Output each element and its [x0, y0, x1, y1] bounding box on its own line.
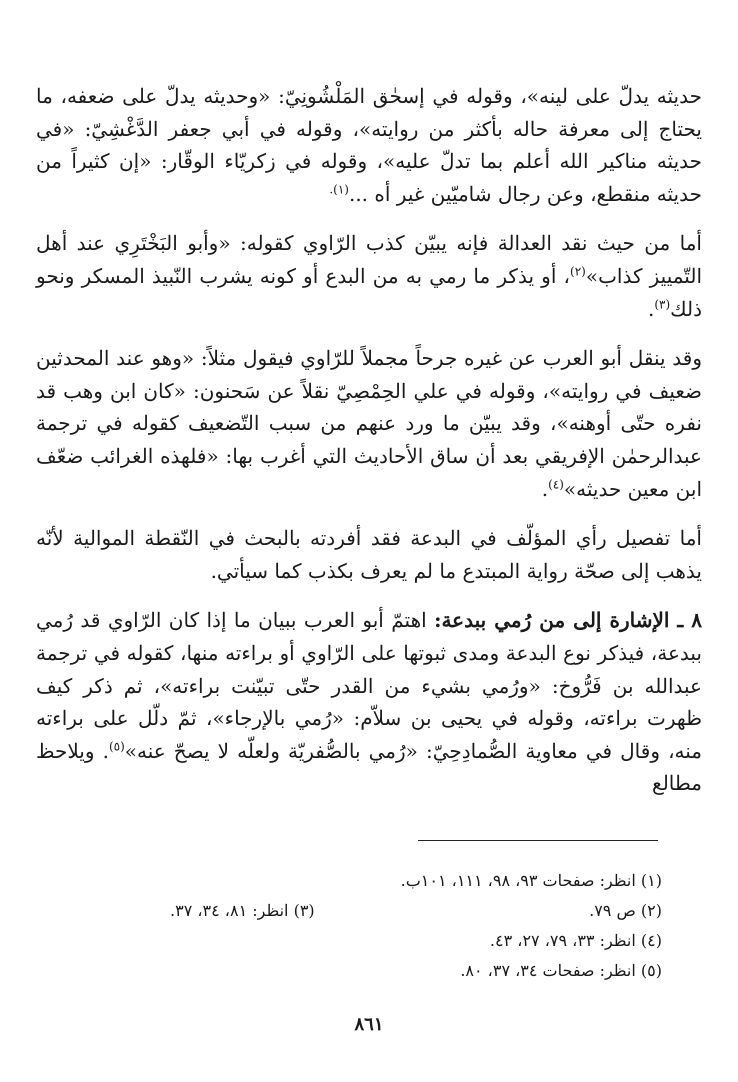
paragraph-2-text: أما من حيث نقد العدالة فإنه يبيّن كذب الرّاوي كقوله: «وأبو البَخْتَرِي عند أهل التّمييز كذاب» — [36, 231, 702, 288]
footnote-ref-2: (٢) — [570, 264, 586, 279]
footnote-ref-5: (٥) — [108, 739, 125, 754]
footnote-4: (٤) انظر: ٣٣، ٧٩، ٢٧، ٤٣. — [489, 931, 662, 950]
paragraph-3-tail: . — [541, 476, 549, 501]
page-number: ٨٦١ — [354, 1014, 384, 1035]
paragraph-3 — [36, 342, 702, 505]
paragraph-2 — [36, 227, 702, 325]
footnote-separator — [418, 840, 658, 841]
paragraph-3-text: وقد ينقل أبو العرب عن غيره جرحاً مجملاً للرّاوي فيقول مثلاً: «وهو عند المحدثين ضعيف في روايته»، وقوله في علي الحِمْصِيّ نقلاً عن سَحنون: «كان ابن وهب قد نفره حتّى أوهنه»، وقد يبيّن ما ورد عنهم من سبب التّضعيف كقوله في ترجمة عبدالرحمٰن الإفريقي بعد أن ساق الأحاديث التي أغرب بها: «فلهذه الغرائب ضعّف ابن معين حديثه» — [36, 346, 702, 501]
section-heading-8: ٨ ـ الإشارة إلى من رُمي ببدعة: — [434, 608, 702, 633]
paragraph-1-text: حديثه يدلّ على لينه»، وقوله في إسحٰق المَلْشُونِيّ: «وحديثه يدلّ على ضعفه، ما يحتاج إلى معرفة حاله بأكثر من روايته»، وقوله في أبي جعفر الدَّغْشِيّ: «في حديثه مناكير الله أعلم بما تدلّ عليه»، وقوله في زكريّاء الوقّار: «إن كثيراً من حديثه منقطع، وعن رجال شاميّين غير أه ... — [36, 84, 702, 206]
footnote-row-2 — [60, 896, 662, 926]
footnotes — [60, 866, 662, 986]
footnote-3: (٣) انظر: ٨١، ٣٤، ٣٧. — [170, 901, 315, 920]
paragraph-4-text: أما تفصيل رأي المؤلّف في البدعة فقد أفردته بالبحث في النّقطة الموالية لأنّه يذهب إلى صحّة رواية المبتدع ما لم يعرف بكذب كما سيأتي. — [36, 526, 702, 583]
paragraph-5-text: اهتمّ أبو العرب ببيان ما إذا كان الرّاوي قد رُمي ببدعة، فيذكر نوع البدعة ومدى ثبوتها على الرّاوي أو براءته منها، كقوله في ترجمة عبدالله بن فَرُّوخ: «ورُمي بشيء من القدر حتّى تبيّنت براءته»، ثم ذكر كيف ظهرت براءته، وقوله في يحيى بن سلاّم: «رُمي بالإرجاء»، ثمّ دلّل على براءته منه، وقال في معاوية الصُّمادِحِيّ: «رُمي بالصُّفريّة ولعلّه لا يصحّ عنه» — [36, 608, 702, 763]
footnote-ref-1: (١). — [329, 182, 349, 197]
footnote-row-1 — [60, 866, 662, 896]
paragraph-5-tail: . ويلاحظ مطالع — [36, 738, 702, 796]
footnote-5: (٥) انظر: صفحات ٣٤، ٣٧، ٨٠. — [460, 961, 662, 980]
paragraph-1 — [36, 80, 702, 210]
footnote-row-3 — [60, 926, 662, 956]
paragraph-2-text-continued: ، أو يذكر ما رمي به من البدع أو كونه يشرب النّبيذ المسكر ونحو ذلك — [36, 263, 702, 321]
footnote-1: (١) انظر: صفحات ٩٣، ٩٨، ١١١، ١٠١ب. — [400, 871, 662, 890]
paragraph-4 — [36, 522, 702, 587]
footnote-ref-4: (٤) — [548, 476, 564, 491]
main-text — [36, 80, 702, 817]
footnote-2: (٢) ص ٧٩. — [589, 901, 662, 920]
paragraph-5 — [36, 604, 702, 800]
footnote-ref-3: (٣) — [654, 296, 671, 311]
paragraph-2-tail: . — [647, 296, 655, 321]
footnote-row-4 — [60, 956, 662, 986]
